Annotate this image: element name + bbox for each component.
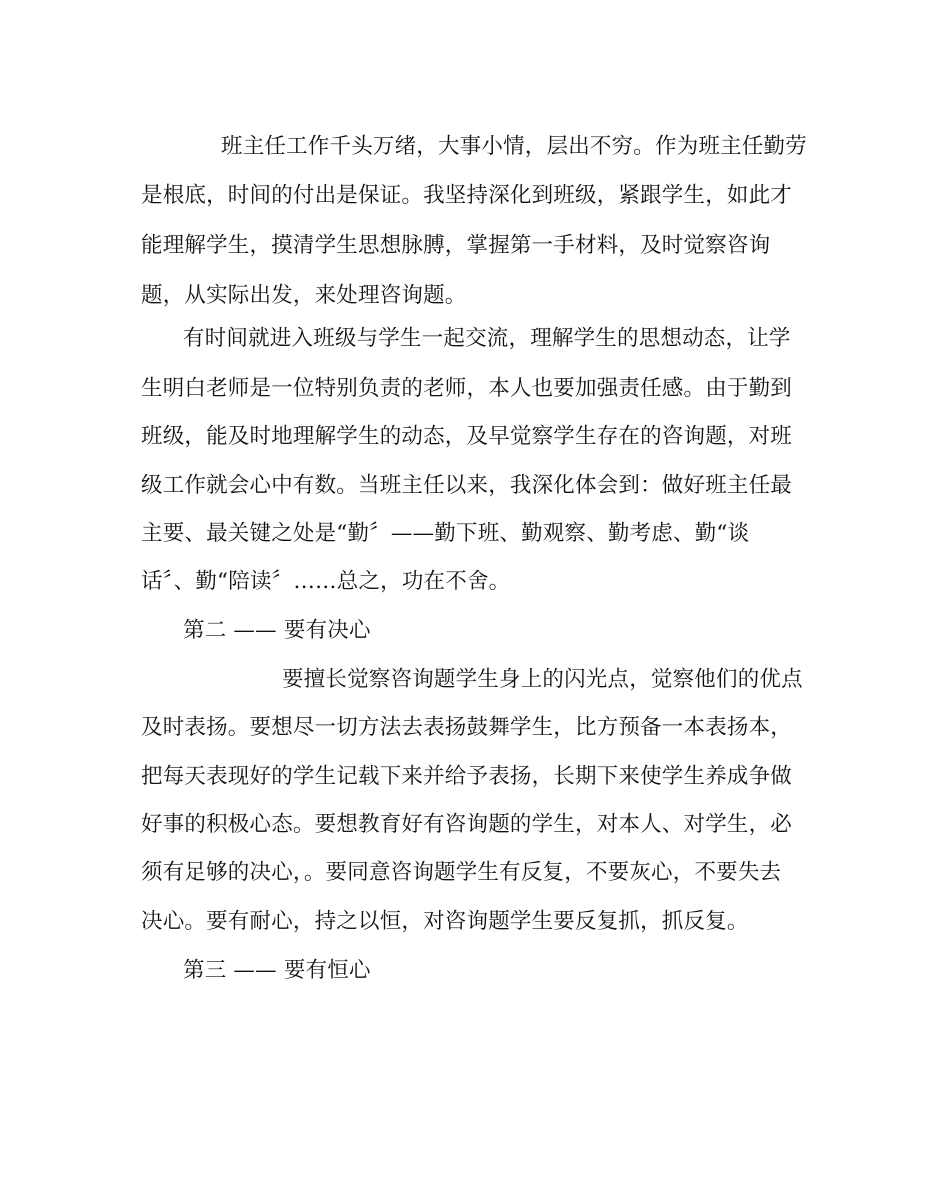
paragraph-3-line-5: 须有足够的决心，。要同意咨询题学生有反复，不要灰心，不要失去: [141, 860, 782, 885]
paragraph-2-line-4: 级工作就会心中有数。当班主任以来，我深化体会到：做好班主任最: [141, 473, 793, 498]
paragraph-2-line-5: 主要、最关键之处是“勤〞——勤下班、勤观察、勤考虑、勤“谈: [141, 521, 750, 546]
paragraph-1-line-4: 题，从实际出发，来处理咨询题。: [141, 283, 467, 308]
paragraph-2-line-6: 话〞、勤“陪读〞……总之，功在不舍。: [141, 569, 511, 594]
paragraph-1-line-1: 班主任工作千头万绪，大事小情，层出不穷。作为班主任勤劳: [221, 134, 807, 159]
paragraph-2-line-3: 班级，能及时地理解学生的动态，及早觉察学生存在的咨询题，对班: [141, 424, 793, 449]
paragraph-1-line-2: 是根底，时间的付出是保证。我坚持深化到班级，紧跟学生，如此才: [141, 183, 793, 208]
paragraph-3-line-4: 好事的积极心态。要想教育好有咨询题的学生，对本人、对学生，必: [141, 812, 793, 837]
paragraph-1-line-3: 能理解学生，摸清学生思想脉膊，掌握第一手材料，及时觉察咨询: [141, 233, 771, 258]
paragraph-3-line-1: 要擅长觉察咨询题学生身上的闪光点，觉察他们的优点: [282, 667, 803, 692]
section-heading-2: 第二 —— 要有决心: [183, 618, 371, 643]
paragraph-2-line-2: 生明白老师是一位特别负责的老师，本人也要加强责任感。由于勤到: [141, 376, 793, 401]
paragraph-3-line-3: 把每天表现好的学生记载下来并给予表扬，长期下来使学生养成争做: [141, 764, 793, 789]
paragraph-3-line-2: 及时表扬。要想尽一切方法去表扬鼓舞学生，比方预备一本表扬本，: [141, 715, 793, 740]
paragraph-3-line-6: 决心。要有耐心，持之以恒，对咨询题学生要反复抓，抓反复。: [141, 909, 749, 934]
section-heading-3: 第三 —— 要有恒心: [183, 958, 371, 983]
paragraph-2-line-1: 有时间就进入班级与学生一起交流，理解学生的思想动态，让学: [183, 326, 791, 351]
